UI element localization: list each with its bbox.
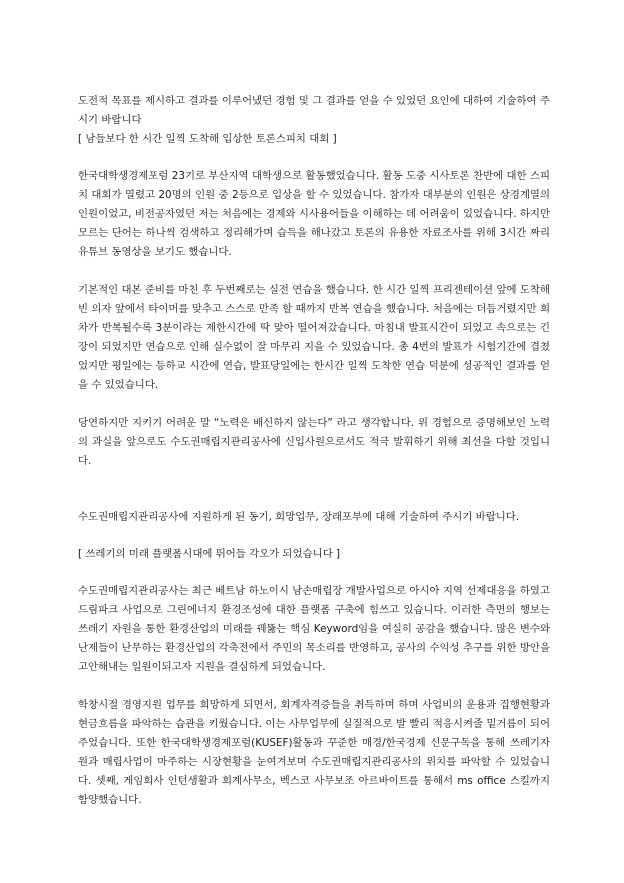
section-divider-space bbox=[78, 471, 550, 508]
spacer bbox=[78, 395, 550, 414]
answer-1-title: [ 남들보다 한 시간 일찍 도착해 입상한 토론스피치 대회 ] bbox=[78, 133, 337, 145]
answer-2-title: [ 쓰레기의 미래 플랫폼시대에 뛰어들 각오가 되었습니다 ] bbox=[78, 548, 341, 560]
spacer bbox=[78, 677, 550, 696]
essay-document bbox=[78, 92, 550, 810]
spacer bbox=[78, 262, 550, 281]
question-2: 수도권매립지관리공사에 지원하게 된 동기, 희망업무, 장래포부에 대해 기술하여 주시기 바랍니다. bbox=[78, 511, 520, 523]
spacer bbox=[78, 527, 550, 545]
answer-1-paragraph: 기본적인 대본 준비를 마친 후 두번째로는 실전 연습을 했습니다. 한 시간 일찍 프리젠테이션 앞에 도착해 빈 의자 앞에서 타이머를 맞추고 스스로 만족 할 때까지 반복 연습을 했습니다. 처음에는 더듬거렸지만 회차가 반복될수록 3분이라는 제한시간에 딱 맞아 떨어져갔습니다. 마침내 발표시간이 되었고 속으로는 긴장이 되었지만 연습으로 인해 실수없이 잘 마무리 지을 수 있었습니다. 총 4번의 발표가 시험기간에 겹쳤었지만 평일에는 등하교 시간에 연습, 발표당일에는 한시간 일찍 도착한 연습 덕분에 성공적인 결과를 얻을 수 있었습니다. bbox=[78, 284, 550, 391]
answer-1-paragraph: 한국대학생경제포럼 23기로 부산지역 대학생으로 활동했었습니다. 활동 도중 시사토론 찬반에 대한 스피치 대회가 열렸고 20명의 인원 중 2등으로 입상을 할 수 있었습니다. 참가자 대부분의 인원은 상경계열의 인원이었고, 비전공자였던 저는 처음에는 경제와 시사용어들을 이해하는 데 어려움이 있었습니다. 하지만 모르는 단어는 하나씩 검색하고 정리해가며 습득을 해나갔고 토론의 유용한 자료조사를 위해 3시간 짜리 유튜브 동영상을 보기도 했습니다. bbox=[78, 170, 550, 258]
answer-2-paragraph: 학창시절 경영지원 업무를 희망하게 되면서, 회계자격증들을 취득하며 하며 사업비의 운용과 집행현황과 현금흐름을 파악하는 습관을 키웠습니다. 이는 사무업무에 실질적으로 발 빨리 적응시켜줄 밑거름이 되어주었습니다. 또한 한국대학생경제포럼(KUSEF)활동과 꾸준한 매경/한국경제 신문구독을 통해 쓰레기자원과 매립사업이 마주하는 시장현황을 눈여겨보며 수도권매립지관리공사의 위치를 파악할 수 있었습니다. 셋째, 게임회사 인턴생활과 회계사무소, 벡스코 사무보조 아르바이트를 통해서 ms office 스킬까지 함양했습니다. bbox=[78, 699, 550, 806]
answer-2-paragraph: 수도권매립지관리공사는 최근 베트남 하노이시 남손매립장 개발사업으로 아시아 지역 선제대응을 하였고 드림파크 사업으로 그린에너지 환경조성에 대한 플랫폼 구축에 힘쓰고 있습니다. 이러한 측면의 행보는 쓰레기 자원을 통한 환경산업의 미래를 꿰뚫는 핵심 Keyword임을 여실히 공감을 했습니다. 많은 변수와 난제들이 난무하는 환경산업의 각축전에서 주민의 목소리를 반영하고, 공사의 수익성 추구를 위한 방안을 고안해내는 일원이되고자 지원을 결심하게 되었습니다. bbox=[78, 585, 550, 673]
spacer bbox=[78, 564, 550, 582]
answer-1-paragraph: 당연하지만 지키기 어려운 말 “노력은 배신하지 않는다” 라고 생각합니다. 위 경험으로 증명해보인 노력의 과실을 앞으로도 수도권매립지관리공사에 신입사원으로서도 적극 발휘하기 위해 최선을 다할 것입니다. bbox=[78, 417, 550, 467]
spacer bbox=[78, 149, 550, 167]
question-1: 도전적 목표를 제시하고 결과를 이루어냈던 경험 및 그 결과를 얻을 수 있었던 요인에 대하여 기술하여 주시기 바랍니다 bbox=[78, 95, 550, 126]
